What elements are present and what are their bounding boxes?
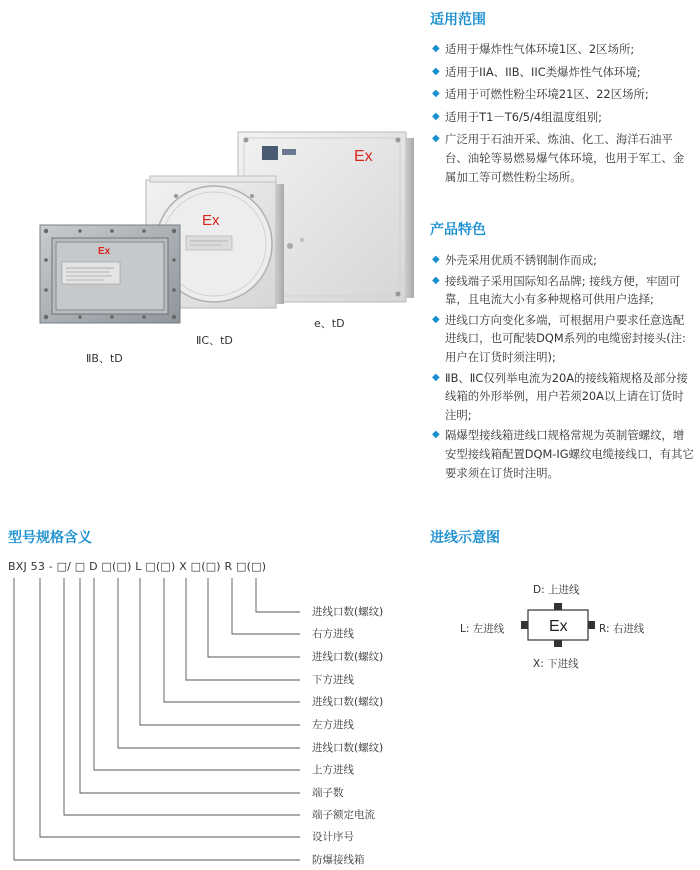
list-item: ◆ 适用于T1－T6/5/4组温度组别; [432,108,694,127]
legend-item: 进线口数(螺纹) [312,696,384,708]
wiring-top-label: D: 上进线 [533,584,580,596]
legend-item: 上方进线 [312,764,354,776]
legend-item: 进线口数(螺纹) [312,742,384,754]
scope-title: 适用范围 [430,12,486,28]
legend-item: 端子额定电流 [312,809,375,821]
wiring-bottom-label: X: 下进线 [533,658,579,670]
features-title: 产品特色 [430,222,486,238]
model-title: 型号规格含义 [8,530,92,546]
list-item: ◆ 隔爆型接线箱进线口规格常规为英制管螺纹，增安型接线箱配置DQM-ⅠG螺纹电缆接线口，有其它要求须在订货时注明。 [432,428,694,480]
list-item: ◆ 广泛用于石油开采、炼油、化工、海洋石油平台、油轮等易燃易爆气体环境，也用于军工、金属加工等可燃性粉尘场所。 [432,132,685,184]
diamond-bullet-icon: ◆ [432,371,440,383]
ex-label-e-td: Ex [354,148,373,165]
diamond-bullet-icon: ◆ [432,65,440,77]
list-item: ◆ 适用于可燃性粉尘环境21区、22区场所; [432,85,694,104]
diamond-bullet-icon: ◆ [432,43,440,54]
features-list [432,251,694,482]
diamond-bullet-icon: ◆ [432,254,440,265]
list-item: ◆ 接线端子采用国际知名品牌; 接线方便，牢固可靠，且电流大小有多种规格可供用户选择; [432,273,681,307]
diamond-bullet-icon: ◆ [432,429,440,441]
model-code: BXJ 53 - □/ □ D □(□) L □(□) X □(□) R □(□) [8,560,267,573]
list-item: ◆ 进线口方向变化多端，可根据用户要求任意选配进线口，也可配装DQM系列的电缆密封接头(注: 用户在订货时须注明); [432,312,686,364]
legend-item: 左方进线 [312,719,354,731]
wiring-right-label: R: 右进线 [599,623,645,635]
wiring-title: 进线示意图 [430,530,500,546]
list-item: ◆ 适用于IIA、IIB、IIC类爆炸性气体环境; [432,63,694,82]
legend-item: 防爆接线箱 [312,854,365,866]
diamond-bullet-icon: ◆ [432,313,440,325]
legend-item: 设计序号 [312,831,354,843]
legend-item: 下方进线 [312,674,354,686]
legend-item: 进线口数(螺纹) [312,606,384,618]
wiring-box-label: Ex [549,618,568,635]
diamond-bullet-icon: ◆ [432,110,440,122]
ex-label-iic-td: Ex [202,212,220,229]
ex-label-iib-td: Ex [98,246,111,257]
diamond-bullet-icon: ◆ [432,88,440,100]
diamond-bullet-icon: ◆ [432,274,440,286]
list-item: ◆ 适用于爆炸性气体环境1区、2区场所; [432,40,694,59]
caption-iib-td: ⅡB、tD [86,352,123,365]
caption-iic-td: ⅡC、tD [196,334,233,347]
wiring-left-label: L: 左进线 [460,623,505,635]
legend-item: 进线口数(螺纹) [312,651,384,663]
scope-list [432,40,694,186]
legend-item: 右方进线 [312,628,354,640]
legend-item: 端子数 [312,787,344,799]
caption-e-td: e、tD [314,317,345,330]
list-item: ◆ ⅡB、ⅡC仅列举电流为20A的接线箱规格及部分接线箱的外形举例，用户若须20A以上请在订货时注明; [432,370,688,422]
diamond-bullet-icon: ◆ [432,133,440,145]
list-item: ◆ 外壳采用优质不锈钢制作而成; [432,251,694,270]
